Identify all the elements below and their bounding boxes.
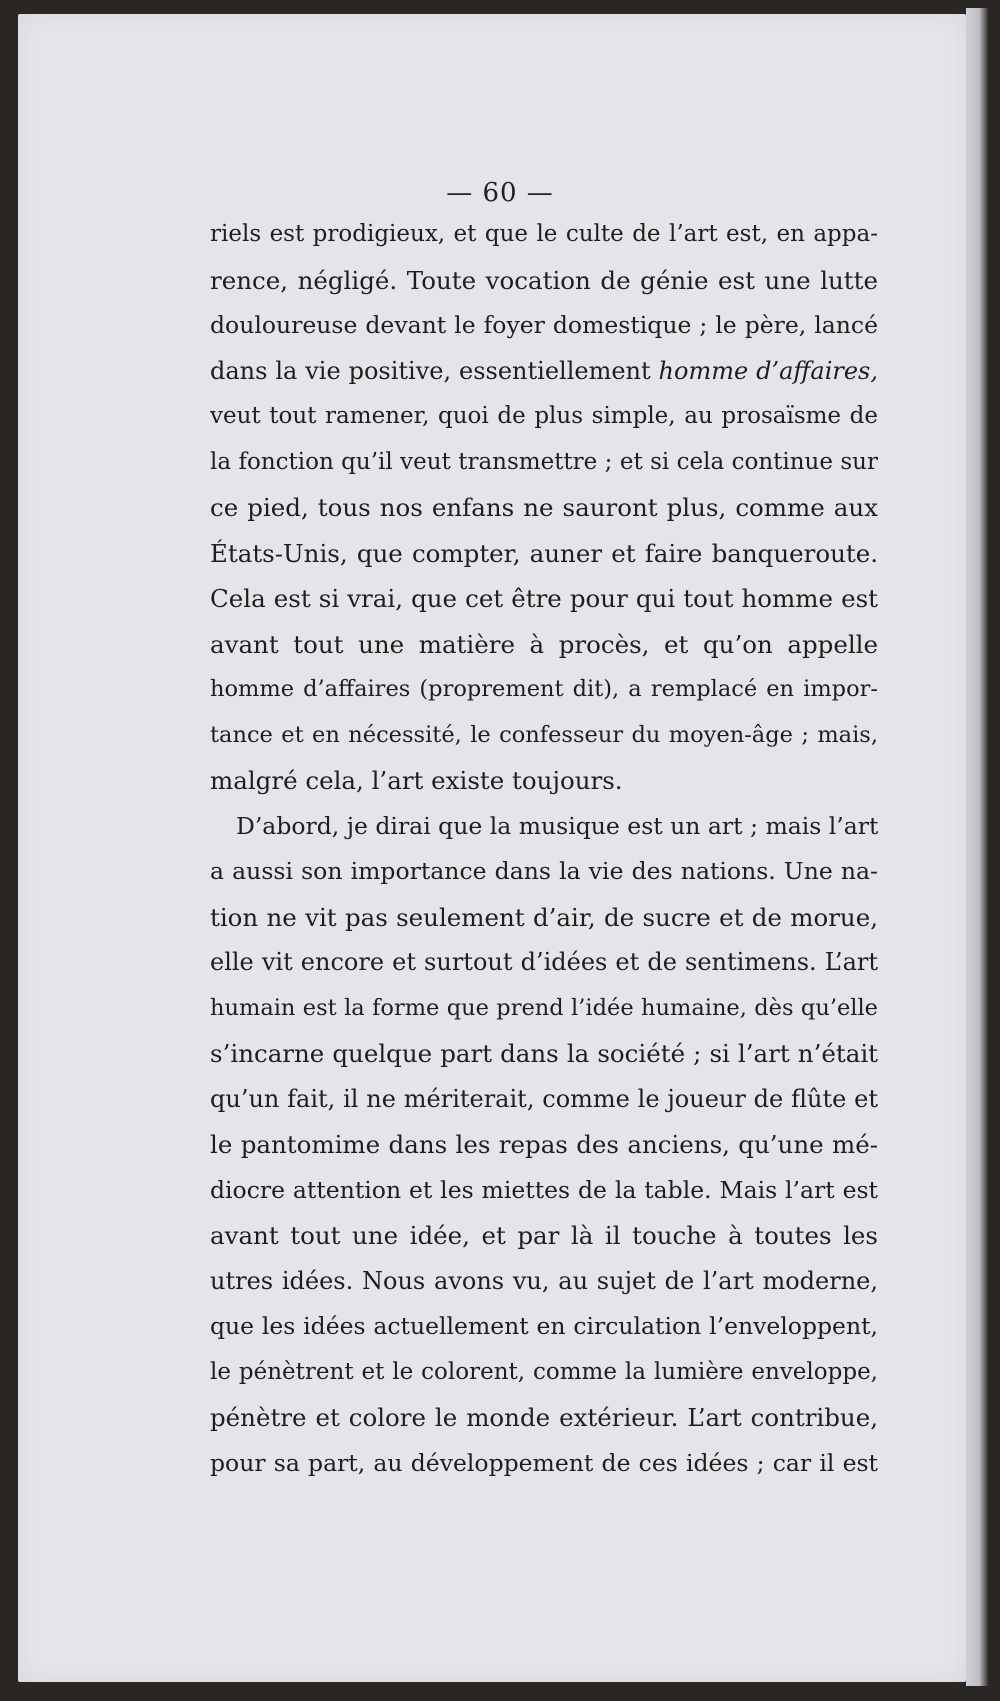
text-line: ce pied, tous nos enfans ne sauront plus, comme aux: [210, 493, 878, 522]
text-line: le pantomime dans les repas des anciens, qu’une mé-: [210, 1130, 878, 1159]
text-line: tance et en nécessité, le confesseur du moyen-âge ; mais,: [210, 721, 878, 748]
text-line: s’incarne quelque part dans la société ; si l’art n’était: [210, 1039, 878, 1068]
text-line: le pénètrent et le colorent, comme la lumière enveloppe,: [210, 1358, 878, 1385]
body-text: [210, 212, 878, 1486]
text-line: humain est la forme que prend l’idée humaine, dès qu’elle: [210, 994, 878, 1021]
paragraph-1: [210, 212, 878, 804]
text-line: pour sa part, au développement de ces idées ; car il est: [210, 1448, 878, 1477]
text-line: douloureuse devant le foyer domestique ; le père, lancé: [210, 311, 878, 339]
text-line: la fonction qu’il veut transmettre ; et si cela continue sur: [210, 448, 878, 475]
text-line: pénètre et colore le monde extérieur. L’art contribue,: [210, 1403, 878, 1432]
text-line: malgré cela, l’art existe toujours.: [210, 766, 623, 795]
text-line: que les idées actuellement en circulation l’enveloppent,: [210, 1312, 878, 1340]
text-line: utres idées. Nous avons vu, au sujet de l’art moderne,: [210, 1266, 878, 1295]
text-line: qu’un fait, il ne mériterait, comme le joueur de flûte et: [210, 1084, 878, 1113]
text-line: avant tout une matière à procès, et qu’on appelle: [210, 629, 878, 659]
text-line: D’abord, je dirai que la musique est un art ; mais l’art: [236, 811, 878, 840]
text-line: avant tout une idée, et par là il touche à toutes les: [210, 1221, 878, 1250]
page-number: — 60 —: [446, 178, 554, 208]
text-line: veut tout ramener, quoi de plus simple, au prosaïsme de: [210, 403, 878, 429]
text-line: Cela est si vrai, que cet être pour qui tout homme est: [210, 584, 878, 613]
text-line: riels est prodigieux, et que le culte de l’art est, en appa-: [210, 221, 878, 247]
text-line: elle vit encore et surtout d’idées et de sentimens. L’art: [210, 948, 878, 976]
text-line: dans la vie positive, essentiellement homme d’affaires,: [210, 356, 878, 385]
text-line: homme d’affaires (proprement dit), a remplacé en impor-: [210, 676, 878, 702]
italic-phrase: homme d’affaires,: [658, 356, 878, 385]
page-edge: [966, 8, 988, 1686]
text-line: a aussi son importance dans la vie des nations. Une na-: [210, 857, 878, 885]
text-line: diocre attention et les miettes de la table. Mais l’art est: [210, 1175, 878, 1204]
text-line: États-Unis, que compter, auner et faire banqueroute.: [210, 538, 878, 568]
text-line: tion ne vit pas seulement d’air, de sucre et de morue,: [210, 902, 878, 932]
paragraph-2: [210, 804, 878, 1487]
text-line: rence, négligé. Toute vocation de génie est une lutte: [210, 265, 878, 295]
